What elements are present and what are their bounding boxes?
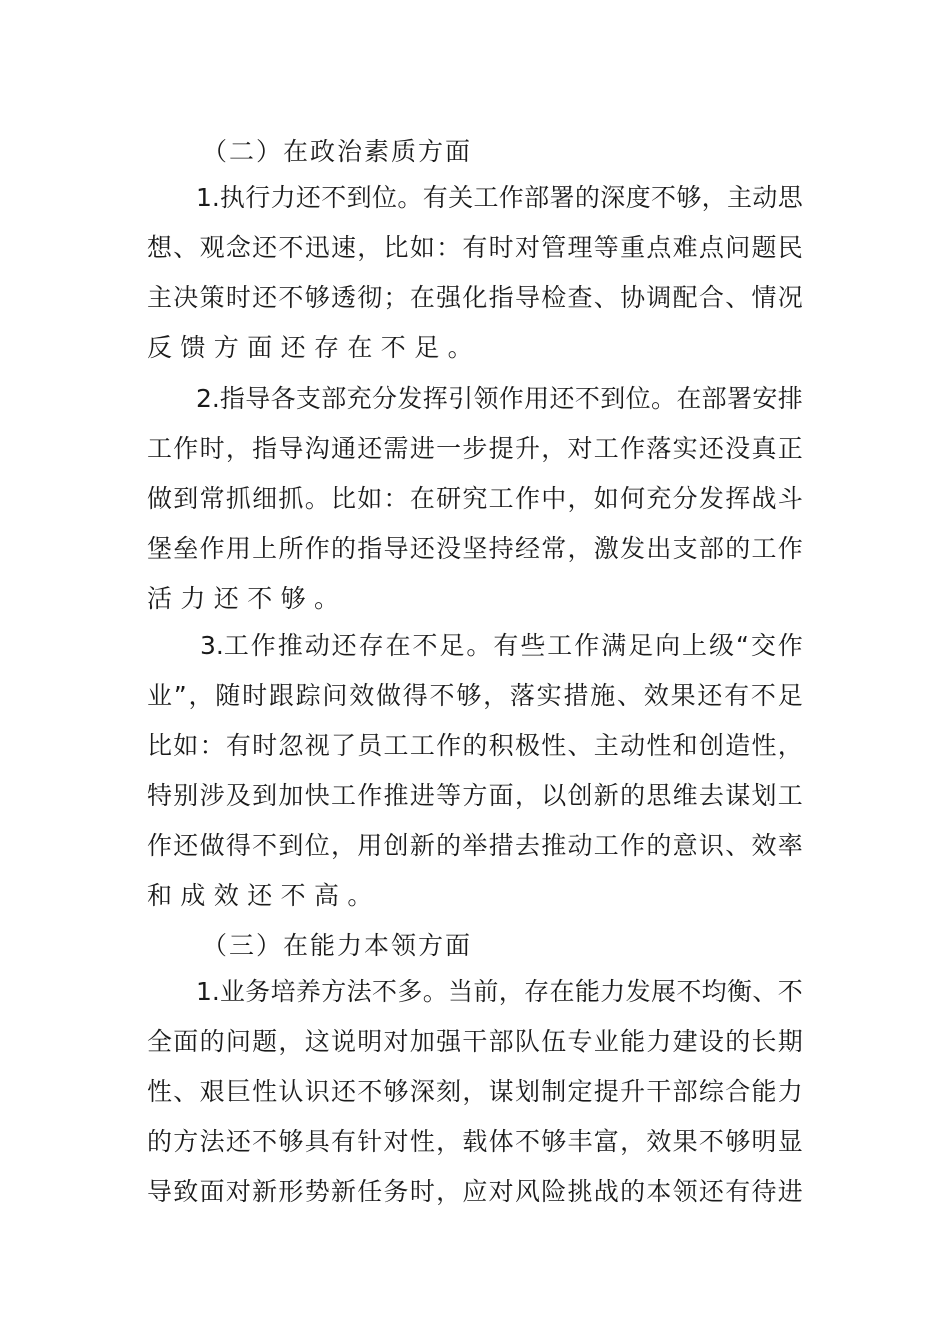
paragraph-line: 导 致 面 对 新 形 势 新 任 务 时 ， 应 对 风 险 挑 战 的 本 领 还 有 待 进 <box>147 1177 803 1206</box>
paragraph-line: 2.指 导 各 支 部 充 分 发 挥 引 领 作 用 还 不 到 位 。 在 部 署 安 排 <box>196 384 803 413</box>
paragraph-line: 主 决 策 时 还 不 够 透 彻 ； 在 强 化 指 导 检 查 、 协 调 配 合 、 情 况 <box>147 283 803 312</box>
paragraph-line: 性 、 艰 巨 性 认 识 还 不 够 深 刻 ， 谋 划 制 定 提 升 干 部 综 合 能 力 <box>147 1077 803 1106</box>
paragraph-line: 1.业 务 培 养 方 法 不 多 。 当 前 ， 存 在 能 力 发 展 不 均 衡 、 不 <box>196 977 803 1006</box>
paragraph-line: 特 别 涉 及 到 加 快 工 作 推 进 等 方 面 ， 以 创 新 的 思 维 去 谋 划 工 <box>147 781 803 810</box>
paragraph-line: 3.工 作 推 动 还 存 在 不 足 。 有 些 工 作 满 足 向 上 级 “ 交 作 <box>200 631 803 660</box>
paragraph-line: 工 作 时 ， 指 导 沟 通 还 需 进 一 步 提 升 ， 对 工 作 落 实 还 没 真 正 <box>147 434 803 463</box>
paragraph-line: 作 还 做 得 不 到 位 ， 用 创 新 的 举 措 去 推 动 工 作 的 意 识 、 效 率 <box>147 831 803 860</box>
paragraph-line: 业 ” ， 随 时 跟 踪 问 效 做 得 不 够 ， 落 实 措 施 、 效 果 还 有 不 足 <box>147 681 803 710</box>
paragraph-line: 1.执 行 力 还 不 到 位 。 有 关 工 作 部 署 的 深 度 不 够 ， 主 动 思 <box>196 183 803 212</box>
paragraph-line: 比 如 ： 有 时 忽 视 了 员 工 工 作 的 积 极 性 、 主 动 性 和 创 造 性 ， <box>147 731 803 760</box>
paragraph-line: 堡 垒 作 用 上 所 作 的 指 导 还 没 坚 持 经 常 ， 激 发 出 支 部 的 工 作 <box>147 534 803 563</box>
paragraph-line: 反馈方面还存在不足。 <box>147 333 482 362</box>
paragraph-line: 的 方 法 还 不 够 具 有 针 对 性 ， 载 体 不 够 丰 富 ， 效 果 不 够 明 显 <box>147 1127 803 1156</box>
paragraph-line: 活力还不够。 <box>147 584 348 613</box>
paragraph-line: 做 到 常 抓 细 抓 。 比 如 ： 在 研 究 工 作 中 ， 如 何 充 分 发 挥 战 斗 <box>147 484 803 513</box>
paragraph-line: 全 面 的 问 题 ， 这 说 明 对 加 强 干 部 队 伍 专 业 能 力 建 设 的 长 期 <box>147 1027 803 1056</box>
paragraph-line: 和成效还不高。 <box>147 881 381 910</box>
paragraph-line: 想 、 观 念 还 不 迅 速 ， 比 如 ： 有 时 对 管 理 等 重 点 难 点 问 题 民 <box>147 233 803 262</box>
heading-text: （三）在能力本领方面 <box>202 931 473 960</box>
heading-text: （二）在政治素质方面 <box>202 137 473 166</box>
